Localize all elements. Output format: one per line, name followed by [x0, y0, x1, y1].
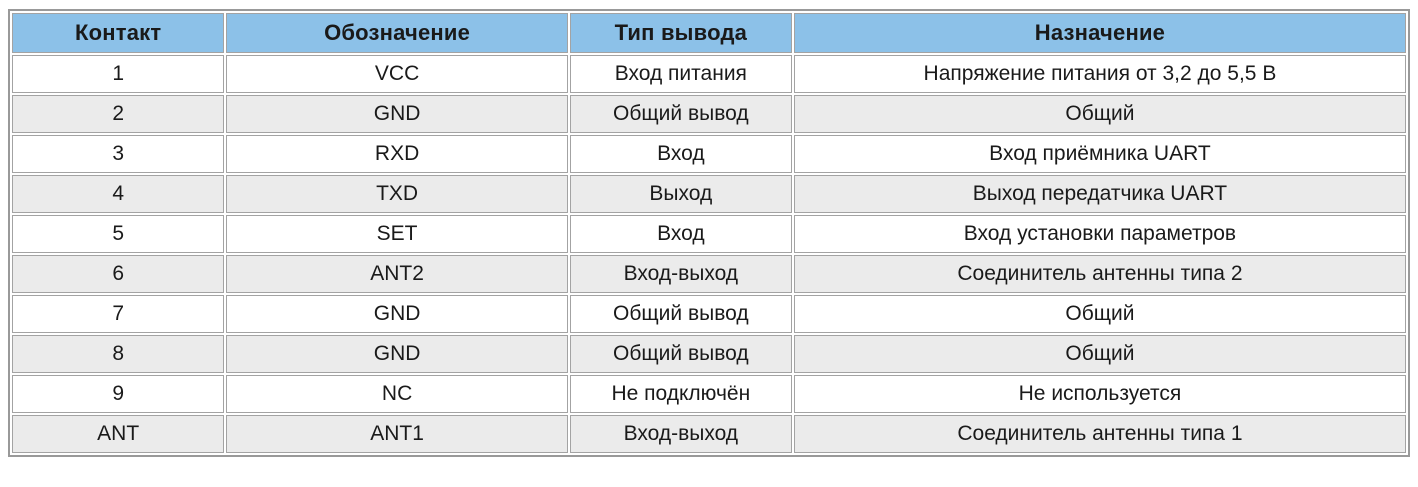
- table-row: [12, 295, 1406, 333]
- table-row: [12, 215, 1406, 253]
- table-cell-contact: 9: [12, 375, 224, 413]
- table-cell-purpose: Соединитель антенны типа 1: [794, 415, 1406, 453]
- table-cell-purpose: Вход установки параметров: [794, 215, 1406, 253]
- header-row: [12, 13, 1406, 53]
- table-row: [12, 375, 1406, 413]
- table-cell-purpose: Общий: [794, 95, 1406, 133]
- table-cell-designation: GND: [226, 335, 567, 373]
- table-cell-purpose: Общий: [794, 295, 1406, 333]
- table-cell-designation: ANT1: [226, 415, 567, 453]
- table-cell-pin_type: Не подключён: [570, 375, 792, 413]
- pinout-table: [8, 9, 1410, 457]
- table-cell-designation: VCC: [226, 55, 567, 93]
- table-cell-purpose: Напряжение питания от 3,2 до 5,5 В: [794, 55, 1406, 93]
- table-row: [12, 415, 1406, 453]
- table-row: [12, 55, 1406, 93]
- table-row: [12, 335, 1406, 373]
- table-cell-pin_type: Вход-выход: [570, 415, 792, 453]
- table-cell-purpose: Не используется: [794, 375, 1406, 413]
- table-cell-designation: GND: [226, 295, 567, 333]
- table-row: [12, 135, 1406, 173]
- table-cell-contact: 7: [12, 295, 224, 333]
- table-cell-designation: ANT2: [226, 255, 567, 293]
- table-cell-contact: 5: [12, 215, 224, 253]
- table-cell-pin_type: Общий вывод: [570, 95, 792, 133]
- column-header-purpose: Назначение: [794, 13, 1406, 53]
- table-cell-contact: 6: [12, 255, 224, 293]
- table-cell-purpose: Соединитель антенны типа 2: [794, 255, 1406, 293]
- column-header-contact: Контакт: [12, 13, 224, 53]
- table-cell-designation: TXD: [226, 175, 567, 213]
- table-cell-designation: GND: [226, 95, 567, 133]
- table-cell-contact: ANT: [12, 415, 224, 453]
- table-cell-purpose: Общий: [794, 335, 1406, 373]
- table-cell-pin_type: Общий вывод: [570, 295, 792, 333]
- table-cell-pin_type: Вход-выход: [570, 255, 792, 293]
- table-cell-contact: 3: [12, 135, 224, 173]
- table-cell-designation: NC: [226, 375, 567, 413]
- table-cell-contact: 2: [12, 95, 224, 133]
- table-cell-contact: 1: [12, 55, 224, 93]
- table-row: [12, 95, 1406, 133]
- column-header-designation: Обозначение: [226, 13, 567, 53]
- table-cell-pin_type: Выход: [570, 175, 792, 213]
- table-row: [12, 255, 1406, 293]
- table-body: [12, 55, 1406, 453]
- table-cell-pin_type: Вход: [570, 215, 792, 253]
- table-cell-pin_type: Вход: [570, 135, 792, 173]
- column-header-pin-type: Тип вывода: [570, 13, 792, 53]
- table-cell-contact: 4: [12, 175, 224, 213]
- table-cell-purpose: Выход передатчика UART: [794, 175, 1406, 213]
- table-cell-pin_type: Общий вывод: [570, 335, 792, 373]
- table-cell-designation: RXD: [226, 135, 567, 173]
- table-cell-purpose: Вход приёмника UART: [794, 135, 1406, 173]
- table-cell-contact: 8: [12, 335, 224, 373]
- table-cell-pin_type: Вход питания: [570, 55, 792, 93]
- table-row: [12, 175, 1406, 213]
- table-cell-designation: SET: [226, 215, 567, 253]
